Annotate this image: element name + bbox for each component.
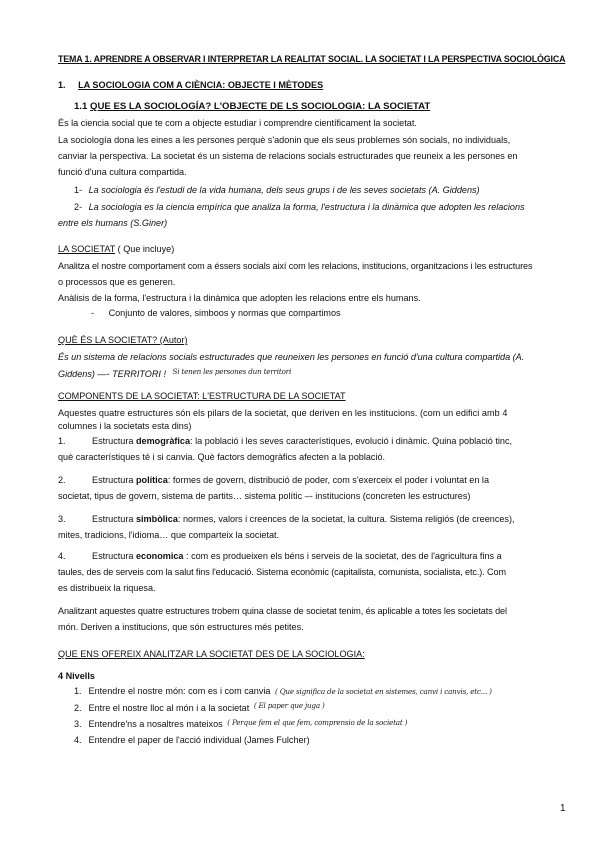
definition-text: La sociologia és l'estudi de la vida humana, dels seus grups i de les seves societats (A. Giddens) [88, 185, 480, 195]
ofereix-heading: QUE ENS OFEREIX ANALITZAR LA SOCIETAT DES DE LA SOCIOLOGIA: [58, 649, 365, 659]
item-number: 1. [58, 436, 66, 446]
structure-item-1 [58, 435, 512, 447]
level-item-4 [74, 734, 310, 746]
definition-2-cont: entre els humans (S.Giner) [58, 218, 168, 228]
item-prefix: Estructura [92, 475, 136, 485]
level-text: Entre el nostre lloc al món i a la societat [88, 703, 250, 713]
section-number: 1. [58, 80, 66, 90]
components-heading: COMPONENTS DE LA SOCIETAT: L'ESTRUCTURA DE LA SOCIETAT [58, 391, 346, 401]
intro-line-4: funció d'una cultura compartida. [58, 167, 187, 177]
handwritten-note: ( Perque fem el que fem, comprensio de la societat ) [227, 718, 408, 727]
level-text: Entendre el paper de l'acció individual (James Fulcher) [88, 735, 310, 745]
section-title: LA SOCIOLOGIA COM A CIÈNCIA: OBJECTE I MÈTODES [78, 80, 324, 90]
que-es-line-1: És un sistema de relacions socials estructurades que reuneixen les persones en funció d'una cultura compartida (A. [58, 352, 525, 362]
definition-2 [74, 201, 525, 213]
que-es-line-2 [58, 368, 291, 381]
structure-item-3-cont: mites, tradicions, l'idioma… que comparteix la societat. [58, 530, 280, 540]
components-outro-2: món. Deriven a institucions, que són estructures més petites. [58, 622, 304, 632]
item-prefix: Estructura [92, 551, 136, 561]
page-number: 1 [560, 803, 566, 814]
components-intro-1: Aquestes quatre estructures són els pilars de la societat, que deriven en les institucions. (com un edifici amb 4 [58, 408, 508, 418]
societat-line-1: Analitza el nostre comportament com a éssers socials així com les relacions, institucions, organitzacions i les estructures [58, 261, 533, 271]
item-prefix: Estructura [92, 436, 136, 446]
handwritten-note: ( Que significa de la societat en sistemes, canvi i canvis, etc... ) [275, 687, 492, 696]
intro-line-1: És la ciencia social que te com a objecte estudiar i comprendre científicament la societat. [58, 118, 417, 128]
level-text: Entendre el nostre món: com es i com canvia [88, 686, 271, 696]
societat-heading [58, 243, 174, 255]
item-text: : formes de govern, distribució de poder, com s'exerceix el poder i voluntat en la [167, 475, 490, 485]
que-es-line-2-text: Giddens) —- TERRITORI ! [58, 369, 166, 379]
definition-number: 2- [74, 202, 83, 212]
societat-bullet [91, 307, 341, 319]
item-text: : normes, valors i creences de la societat, la cultura. Sistema religiós (de creences), [177, 514, 515, 524]
item-number: 3. [58, 514, 66, 524]
structure-item-4-cont: taules, des de serveis com la salut fins l'educació. Sistema econòmic (capitalista, comunista, socialista, etc.). Com [58, 567, 506, 577]
document-title: TEMA 1. APRENDRE A OBSERVAR I INTERPRETAR LA REALITAT SOCIAL. LA SOCIETAT I LA PERSPECTIVA SOCIOLÒGICA [58, 54, 566, 64]
bullet-text: Conjunto de valores, simboos y normas que compartimos [108, 308, 341, 318]
structure-item-1-cont: què característiques té i si canvia. Què factors demogràfics afecten a la població. [58, 452, 386, 462]
handwritten-note: ( El paper que juga ) [253, 701, 325, 710]
definition-1 [74, 184, 480, 196]
structure-item-2-cont: societat, tipus de govern, sistema de partits… sistema polític –- institucions (concreten les estructures) [58, 491, 471, 501]
societat-heading-suffix: ( Que incluye) [115, 244, 175, 254]
level-item-2 [74, 702, 325, 715]
level-text: Entendre'ns a nosaltres mateixos [88, 719, 223, 729]
societat-line-2: o processos que es generen. [58, 277, 176, 287]
level-item-3 [74, 718, 407, 731]
intro-line-2: La sociología dona les eines a les persones perquè s'adonin que els seus problemes són socials, no individuals, [58, 135, 511, 145]
item-bold: simbòlica [135, 514, 178, 524]
que-es-heading: QUÈ ÉS LA SOCIETAT? (Autor) [58, 335, 188, 345]
structure-item-3 [58, 513, 515, 525]
societat-line-3: Anàlisis de la forma, l'estructura i la dinàmica que adopten les relacions entre els humans. [58, 293, 421, 303]
item-text: : com es produeixen els béns i serveis de la societat, des de l'agricultura fins a [183, 551, 502, 561]
components-outro-1: Analitzant aquestes quatre estructures trobem quina classe de societat tenim, és aplicable a totes les societats del [58, 606, 507, 616]
definition-number: 1- [74, 185, 83, 195]
item-prefix: Estructura [92, 514, 136, 524]
level-number: 2. [74, 703, 82, 713]
level-number: 4. [74, 735, 82, 745]
item-bold: demogràfica [135, 436, 191, 446]
item-number: 2. [58, 475, 66, 485]
level-number: 1. [74, 686, 82, 696]
level-number: 3. [74, 719, 82, 729]
definition-text: La sociologia es la ciencia empírica que analiza la forma, l'estructura i la dinàmica que adopten les relacions [88, 202, 525, 212]
item-bold: economica [135, 551, 184, 561]
level-item-1 [74, 685, 492, 698]
item-text: : la població i les seves característiques, evolució i dinàmic. Quina població tinc, [190, 436, 513, 446]
structure-item-2 [58, 474, 489, 486]
section-1-heading [58, 79, 323, 91]
societat-heading-text: LA SOCIETAT [58, 244, 116, 254]
item-bold: política [135, 475, 168, 485]
item-number: 4. [58, 551, 66, 561]
components-intro-2: columnes i la societats esta dins) [58, 421, 192, 431]
structure-item-4 [58, 550, 502, 562]
handwritten-note: Si tenen les persones dun territori [172, 367, 292, 376]
subsection-title: QUE ES LA SOCIOLOGÍA? L'OBJECTE DE LS SOCIOLOGIA: LA SOCIETAT [90, 101, 431, 112]
intro-line-3: canviar la perspectiva. La societat és un sistema de relacions socials estructurades que reuneix a les persones en [58, 151, 518, 161]
subsection-1-1-heading [74, 101, 430, 113]
levels-title: 4 Nivells [58, 671, 95, 681]
bullet-dash: - [91, 308, 95, 318]
subsection-number: 1.1 [74, 101, 88, 112]
structure-item-4-cont2: es distribueix la riquesa. [58, 583, 156, 593]
